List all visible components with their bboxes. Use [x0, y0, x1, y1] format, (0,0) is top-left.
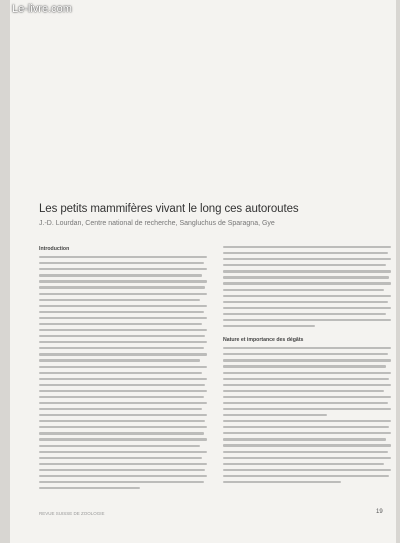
site-watermark: Le-livre.com — [12, 3, 72, 15]
document-page — [10, 0, 396, 543]
article-title: Les petits mammifères vivant le long ces autoroutes — [39, 203, 299, 215]
right-body-text-top — [223, 246, 391, 327]
article-byline: J.-D. Lourdan, Centre national de recherche, Sangluchus de Sparagna, Gye — [39, 220, 275, 227]
journal-footer: REVUE SUISSE DE ZOOLOGIE — [39, 511, 105, 516]
right-body-text-bottom — [223, 347, 391, 483]
left-column — [39, 246, 207, 493]
section-heading-nature: Nature et importance des dégâts — [223, 337, 304, 344]
section-heading-introduction: Introduction — [39, 246, 70, 252]
page-number: 19 — [376, 509, 383, 515]
right-column — [223, 246, 391, 487]
left-body-text — [39, 256, 207, 489]
